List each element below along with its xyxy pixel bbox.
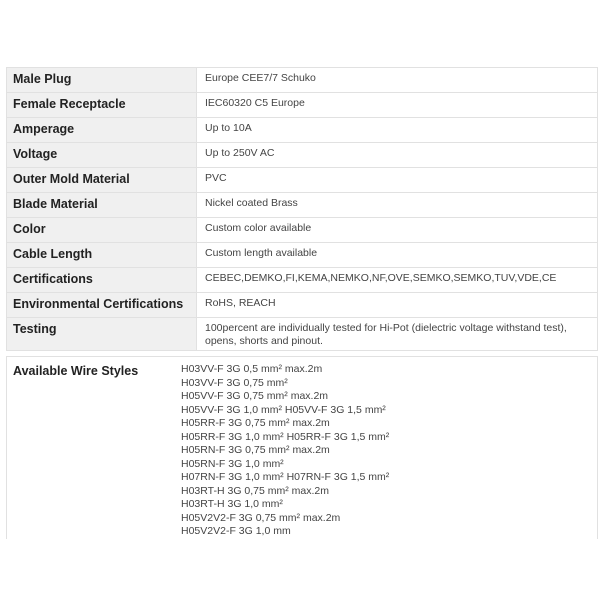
spec-label: Testing bbox=[7, 318, 197, 351]
wire-style-item: H05V2V2-F 3G 0,75 mm² max.2m bbox=[181, 511, 341, 524]
wire-style-item: H05V2V2-F 3G 1,0 mm bbox=[181, 525, 291, 537]
wire-style-item: H05RN-F 3G 0,75 mm² max.2m bbox=[181, 444, 330, 456]
wire-style-item: H05RR-F 3G 1,0 mm² H05RR-F 3G 1,5 mm² bbox=[181, 430, 390, 443]
wire-style-item: H03RT-H 3G 0,75 mm² max.2m bbox=[181, 484, 330, 497]
spec-value: Up to 250V AC bbox=[197, 143, 598, 168]
spec-label: Blade Material bbox=[7, 193, 197, 218]
spec-row-color bbox=[7, 218, 598, 243]
wire-styles-label: Available Wire Styles bbox=[13, 364, 139, 378]
spec-label: Color bbox=[7, 218, 197, 243]
wire-style-item: H03VV-F 3G 0,5 mm² max.2m bbox=[181, 363, 323, 375]
spec-row-blade-material bbox=[7, 193, 598, 218]
spec-row-amperage bbox=[7, 118, 598, 143]
spec-value: IEC60320 C5 Europe bbox=[197, 93, 598, 118]
spec-row-cable-length bbox=[7, 243, 598, 268]
spec-value: Up to 10A bbox=[197, 118, 598, 143]
wire-style-item: H03VV-F 3G 0,75 mm² bbox=[181, 376, 288, 389]
spec-label: Male Plug bbox=[7, 68, 197, 93]
wire-styles-list bbox=[181, 363, 389, 539]
wire-style-item: H05RR-F 3G 0,75 mm² max.2m bbox=[181, 417, 330, 429]
wire-styles-panel bbox=[6, 356, 598, 539]
wire-style-item: H05RN-F 3G 1,0 mm² bbox=[181, 457, 284, 470]
spec-label: Cable Length bbox=[7, 243, 197, 268]
spec-value: Nickel coated Brass bbox=[197, 193, 598, 218]
spec-row-certifications bbox=[7, 268, 598, 293]
spec-row-female-receptacle bbox=[7, 93, 598, 118]
spec-row-testing bbox=[7, 318, 598, 351]
spec-value: Custom length available bbox=[197, 243, 598, 268]
spec-value: Custom color available bbox=[197, 218, 598, 243]
spec-value: RoHS, REACH bbox=[197, 293, 598, 318]
spec-value: CEBEC,DEMKO,FI,KEMA,NEMKO,NF,OVE,SEMKO,SEMKO,TUV,VDE,CE bbox=[197, 268, 598, 293]
wire-style-item: H03RT-H 3G 1,0 mm² bbox=[181, 498, 283, 510]
wire-style-item: H07RN-F 3G 1,0 mm² H07RN-F 3G 1,5 mm² bbox=[181, 471, 390, 483]
specifications-table bbox=[6, 67, 598, 351]
spec-row-male-plug bbox=[7, 68, 598, 93]
spec-value: PVC bbox=[197, 168, 598, 193]
spec-label: Female Receptacle bbox=[7, 93, 197, 118]
wire-style-item: H05VV-F 3G 1,0 mm² H05VV-F 3G 1,5 mm² bbox=[181, 403, 386, 416]
wire-style-item: H05VV-F 3G 0,75 mm² max.2m bbox=[181, 390, 329, 402]
spec-value: Europe CEE7/7 Schuko bbox=[197, 68, 598, 93]
spec-label: Voltage bbox=[7, 143, 197, 168]
spec-label: Outer Mold Material bbox=[7, 168, 197, 193]
spec-label: Certifications bbox=[7, 268, 197, 293]
spec-value: 100percent are individually tested for Hi-Pot (dielectric voltage withstand test), opens, shorts and pinout. bbox=[197, 318, 598, 351]
spec-row-outer-mold-material bbox=[7, 168, 598, 193]
spec-row-voltage bbox=[7, 143, 598, 168]
spec-row-environmental-certifications bbox=[7, 293, 598, 318]
spec-label: Amperage bbox=[7, 118, 197, 143]
spec-label: Environmental Certifications bbox=[7, 293, 197, 318]
